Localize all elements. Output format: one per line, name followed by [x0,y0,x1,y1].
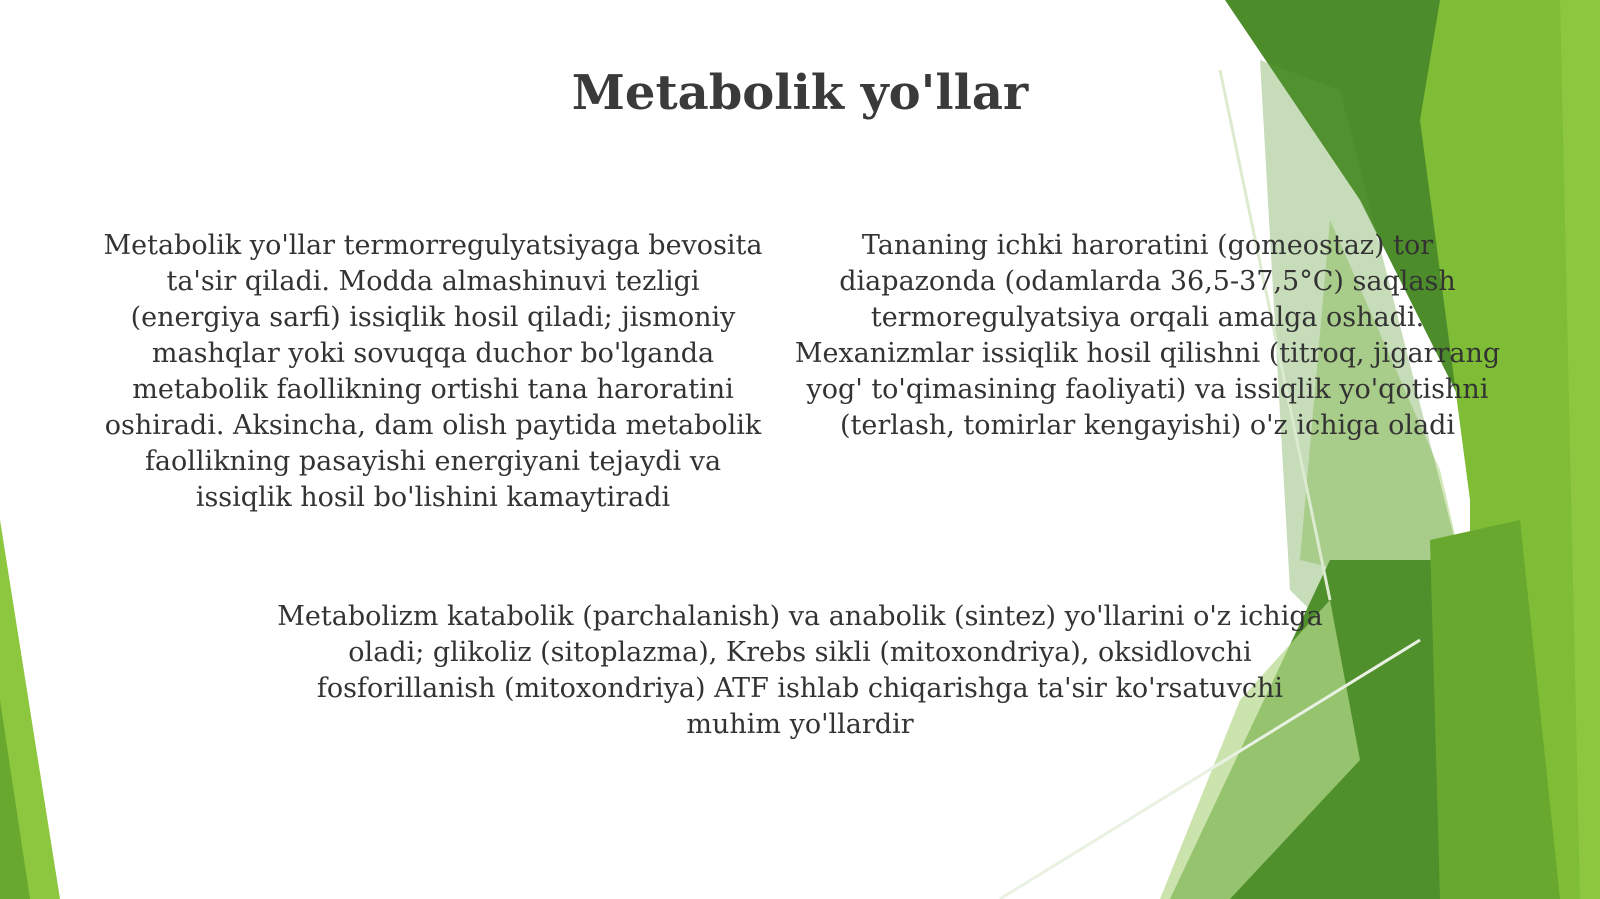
right-paragraph: Tananing ichki haroratini (gomeostaz) tor diapazonda (odamlarda 36,5-37,5°C) saqlash termoregulyatsiya orqali amalga oshadi. Mexanizmlar issiqlik hosil qilishni (titroq, jigarrang yog' to'qimasining faoliyati) va issiqlik yo'qotishni (terlash, tomirlar kengayishi) o'z ichiga oladi [794,230,1501,441]
left-paragraph: Metabolik yo'llar termorregulyatsiyaga bevosita ta'sir qiladi. Modda almashinuvi tezligi (energiya sarfi) issiqlik hosil qiladi; jismoniy mashqlar yoki sovuqqa duchor bo'lganda metabolik faollikning ortishi tana haroratini oshiradi. Aksincha, dam olish paytida metabolik faollikning pasayishi energiyani tejaydi va issiqlik hosil bo'lishini kamaytiradi [103,230,763,513]
bottom-paragraph: Metabolizm katabolik (parchalanish) va anabolik (sintez) yo'llarini o'z ichiga oladi; glikoliz (sitoplazma), Krebs sikli (mitoxondriya), oksidlovchi fosforillanish (mitoxondriya) ATF ishlab chiqarishga ta'sir ko'rsatuvchi muhim yo'llardir [277,601,1323,740]
slide-title: Metabolik yo'llar [571,65,1029,121]
